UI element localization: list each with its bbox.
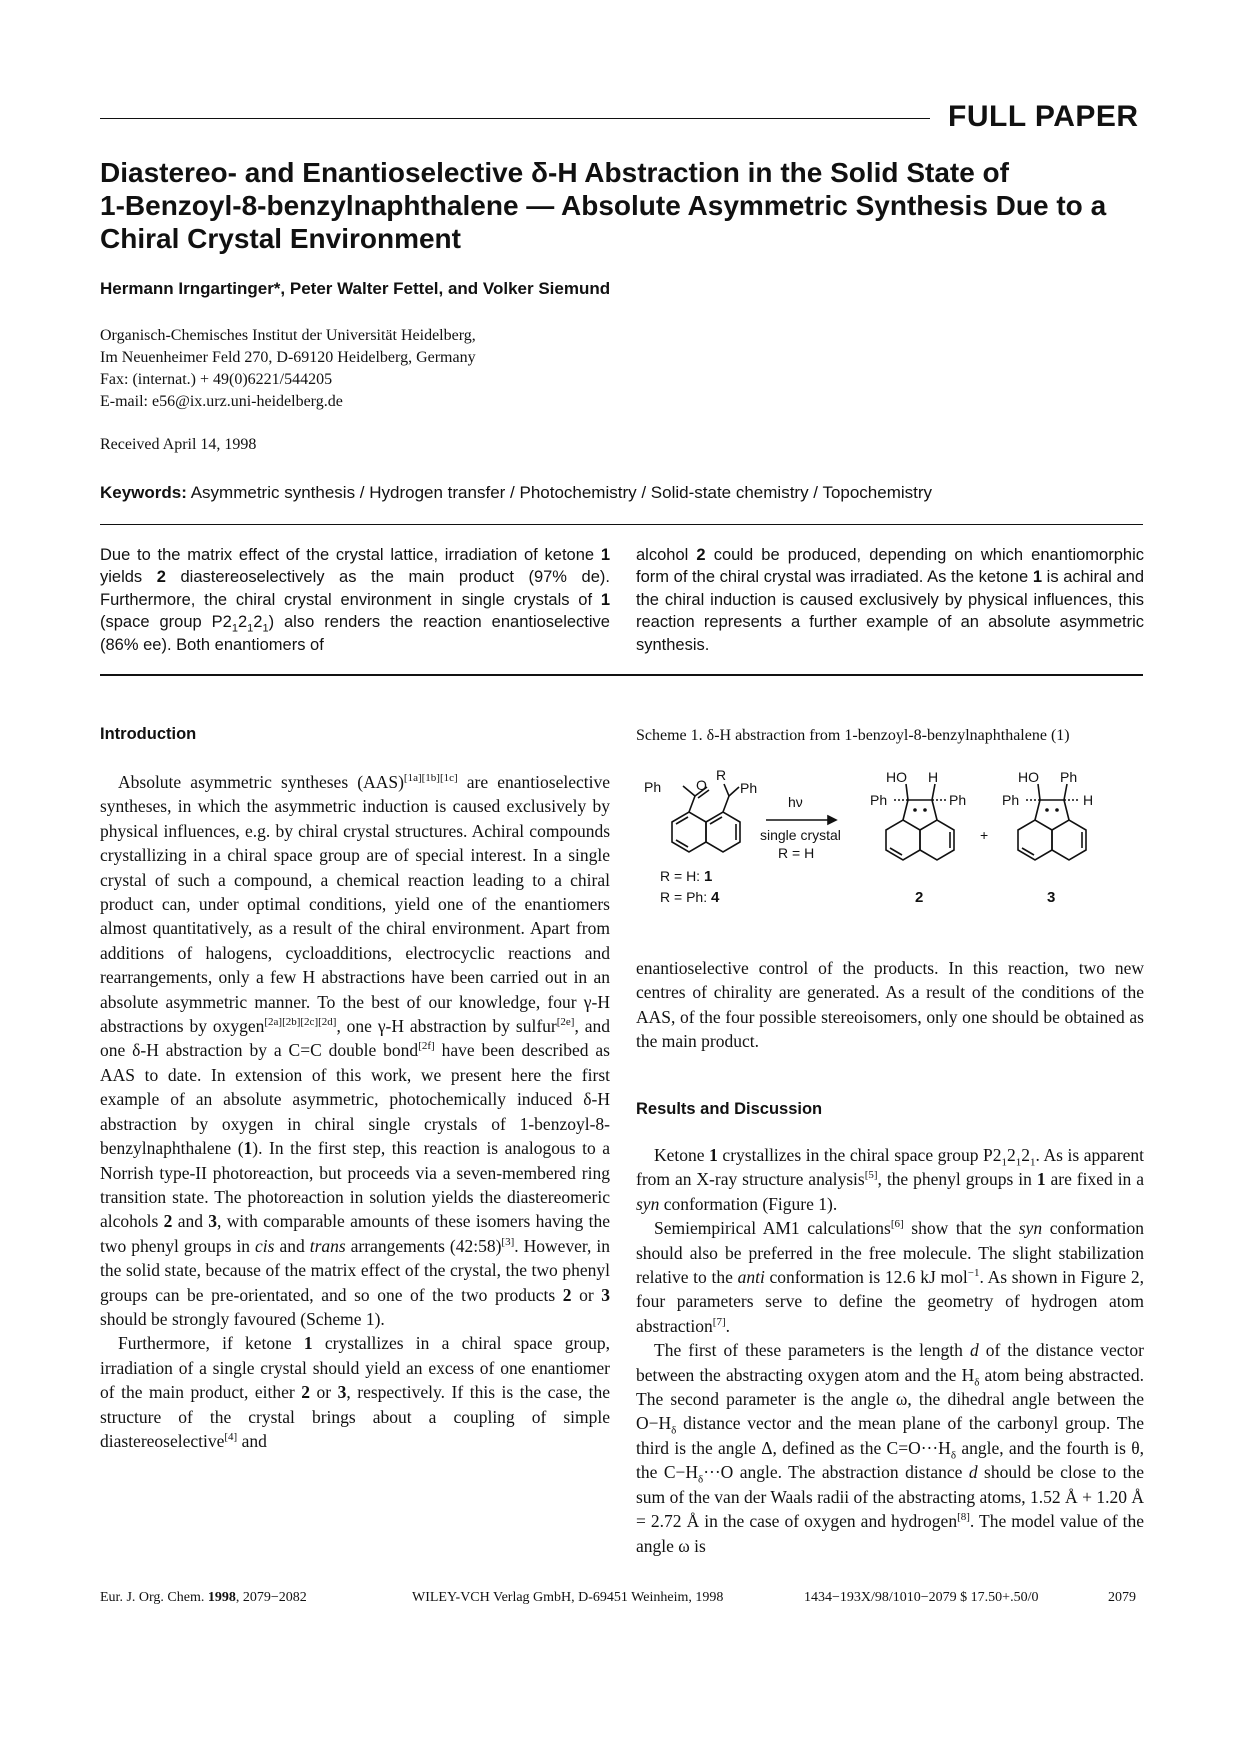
paragraph: Semiempirical AM1 calculations[6] show that the syn conformation should also be preferred in the free molecule. The slight stabilization relative to the anti conformation is 12.6 kJ mol$^{-1}$. As shown in Figure 2, four parameters serve to define the geometry of hydrogen atom abstraction[7].: [636, 1218, 1145, 1336]
scheme-caption: Scheme 1. δ-H abstraction from 1-benzoyl-8-benzylnaphthalene (1): [636, 727, 1070, 744]
label-ph: Ph: [740, 780, 758, 796]
footer-issn: 1434−193X/98/1010−2079 $ 17.50+.50/0: [804, 1590, 1039, 1605]
article-title: [100, 156, 1140, 255]
scheme-1-figure: [636, 760, 1146, 915]
section-label: FULL PAPER: [948, 100, 1139, 133]
paragraph: Absolute asymmetric syntheses (AAS)[1a][1b][1c] are enantioselective syntheses, in which the asymmetric induction is caused exclusively by physical influences, e.g. by chiral crystal structures. Achiral compounds crystallizing in a chiral space group are of special interest. In a single crystal of such a compound, a chemical reaction leading to a chiral product can, under optimal conditions, yield one of the enantiomers almost quantitatively, as a result of the chiral environment. Apart from additions of halogens, cycloadditions, electrocyclic reactions and rearrangements, only a few H abstractions have been carried out in an absolute asymmetric manner. To the best of our knowledge, four γ-H abstractions by oxygen[2a][2b][2c][2d], one γ-H abstraction by sulfur[2e], and one δ-H abstraction by a C=C double bond[2f] have been described as AAS to date. In extension of this work, we present here the first example of an absolute asymmetric, photochemically induced δ-H abstraction by oxygen in chiral single crystals of 1-benzoyl-8-benzylnaphthalene (1). In the first step, this reaction is analogous to a Norrish type-II photoreaction, but proceeds via a seven-membered ring transition state. The photoreaction in solution yields the diastereomeric alcohols 2 and 3, with comparable amounts of these isomers having the two phenyl groups in cis and trans arrangements (42:58)[3]. However, in the solid state, because of the matrix effect of the crystal, the two phenyl groups can be pre-orientated, and so one of the two products 2 or 3 should be strongly favoured (Scheme 1).: [100, 772, 610, 1329]
label-single-crystal: single crystal: [760, 827, 841, 843]
label-ph: Ph: [1060, 769, 1078, 785]
label-o: O: [696, 777, 707, 793]
title-line-3: Chiral Crystal Environment: [100, 223, 461, 254]
label-hv: hν: [788, 794, 803, 810]
authors: Hermann Irngartinger*, Peter Walter Fettel, and Volker Siemund: [100, 279, 611, 298]
affiliation-line: E-mail: e56@ix.urz.uni-heidelberg.de: [100, 393, 343, 410]
label-h: H: [928, 769, 939, 785]
affiliation: [100, 325, 476, 413]
paragraph: Furthermore, if ketone 1 crystallizes in a chiral space group, irradiation of a single crystal should yield an excess of one enantiomer of the main product, either 2 or 3, respectively. If this is the case, the structure of the crystal brings about a coupling of simple diastereoselective[4] and: [100, 1333, 610, 1451]
results-body: [636, 1143, 1144, 1558]
naphthalene-ring: [672, 812, 706, 852]
section-heading-results: Results and Discussion: [636, 1100, 823, 1118]
affiliation-line: Fax: (internat.) + 49(0)6221/544205: [100, 371, 333, 388]
keywords-label: Keywords:: [100, 483, 187, 502]
label-h: H: [1083, 792, 1094, 808]
label-r: R: [716, 767, 727, 783]
label-ho: HO: [1018, 769, 1039, 785]
keywords: [100, 483, 932, 503]
abstract-text: alcohol 2 could be produced, depending on which enantiomorphic form of the chiral crystal was irradiated. As the ketone 1 is achiral and the chiral induction is caused exclusively by physical influences, this reaction represents a further example of an absolute asymmetric synthesis.: [636, 546, 1144, 654]
footer-journal: Eur. J. Org. Chem.: [100, 1590, 208, 1605]
paragraph: Ketone 1 crystallizes in the chiral space group $P2_12_12_1$. As is apparent from an X-ray structure analysis[5], the phenyl groups in 1 are fixed in a syn conformation (Figure 1).: [636, 1145, 1145, 1214]
label-plus: +: [980, 827, 989, 843]
naphthalene-ring: [706, 812, 740, 852]
header-rule: [100, 118, 930, 119]
abstract-bottom-rule: [100, 674, 1143, 676]
label-r-eq-h: R = H: [778, 845, 815, 861]
introduction-body: [100, 770, 610, 1453]
abstract-top-rule: [100, 524, 1143, 525]
paragraph: enantioselective control of the products. In this reaction, two new centres of chirality are generated. As a result of the conditions of the AAS, of the four possible stereoisomers, only one should be obtained as the main product.: [636, 958, 1144, 1052]
section-heading-introduction: Introduction: [100, 725, 197, 743]
abstract-text: Due to the matrix effect of the crystal lattice, irradiation of ketone 1 yields 2 diastereoselectively as the main product (97% de). Furthermore, the chiral crystal environment in single crystals of 1 (space group $P2_12_12_1$) also renders the reaction enantioselective (86% ee). Both enantiomers of: [100, 546, 610, 654]
keywords-list: Asymmetric synthesis / Hydrogen transfer / Photochemistry / Solid-state chemistry / Topochemistry: [186, 483, 933, 502]
abstract-left: [100, 544, 610, 656]
scheme-continuation: [636, 956, 1144, 1054]
acenaphthene-ring: [886, 820, 920, 860]
label-r-ph: R = Ph: 4: [660, 889, 720, 906]
affiliation-line: Im Neuenheimer Feld 270, D-69120 Heidelberg, Germany: [100, 349, 476, 366]
label-ho: HO: [886, 769, 907, 785]
footer-pages: , 2079−2082: [235, 1590, 307, 1605]
label-cmpd-2: 2: [915, 889, 924, 906]
footer-citation: [100, 1590, 307, 1606]
label-r-h: R = H: 1: [660, 868, 713, 885]
footer-page-number: 2079: [1108, 1590, 1136, 1605]
label-cmpd-3: 3: [1047, 889, 1056, 906]
paragraph: The first of these parameters is the length d of the distance vector between the abstracting oxygen atom and the $H_\delta$ atom being abstracted. The second parameter is the angle ω, the dihedral angle between the $O-H_\delta$ distance vector and the mean plane of the carbonyl group. The third is the angle Δ, defined as the $C=O\cdot\cdot\cdot H_\delta$ angle, and the fourth is θ, the $C-H_\delta\cdot\cdot\cdot O$ angle. The abstraction distance d should be close to the sum of the van der Waals radii of the abstracting atoms, 1.52 Å + 1.20 Å = 2.72 Å in the case of oxygen and hydrogen[8]. The model value of the angle ω is: [636, 1340, 1144, 1556]
title-line-1: Diastereo- and Enantioselective δ-H Abstraction in the Solid State of: [100, 157, 1009, 188]
label-ph: Ph: [870, 792, 888, 808]
label-ph: Ph: [949, 792, 967, 808]
footer-year: 1998: [207, 1590, 236, 1605]
received-date: Received April 14, 1998: [100, 436, 257, 453]
label-ph: Ph: [644, 779, 662, 795]
footer-publisher: WILEY-VCH Verlag GmbH, D-69451 Weinheim, 1998: [412, 1590, 724, 1605]
title-line-2: 1-Benzoyl-8-benzylnaphthalene — Absolute Asymmetric Synthesis Due to a: [100, 190, 1107, 221]
affiliation-line: Organisch-Chemisches Institut der Universität Heidelberg,: [100, 327, 476, 344]
label-ph: Ph: [1002, 792, 1020, 808]
abstract-right: [636, 544, 1144, 656]
